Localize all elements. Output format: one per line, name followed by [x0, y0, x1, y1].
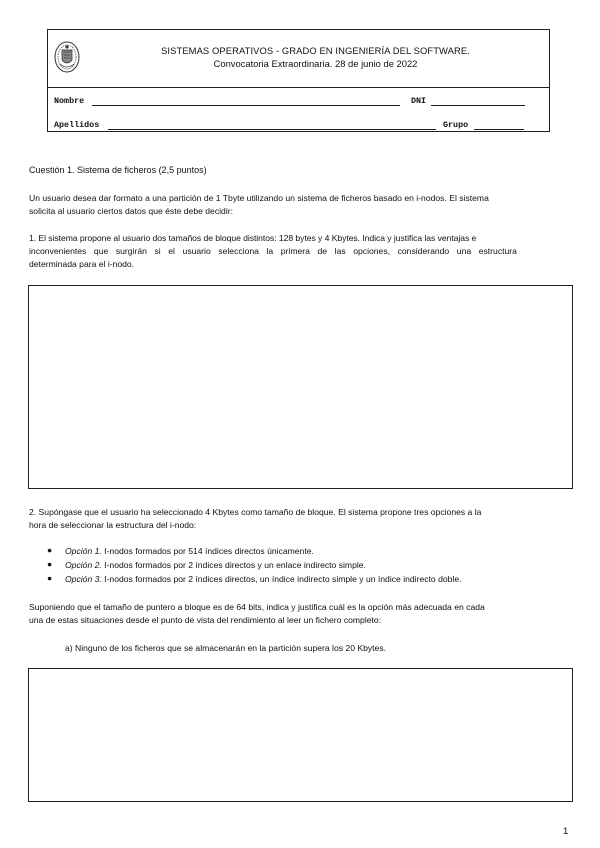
- exam-header: [47, 29, 550, 132]
- dni-label: DNI: [411, 96, 427, 106]
- grupo-field[interactable]: [474, 129, 524, 130]
- nombre-field[interactable]: [92, 105, 400, 106]
- option-3-text: I-nodos formados por 2 índices directos, un índice indirecto simple y un índice indirecto doble.: [101, 574, 462, 584]
- option-2-text: I-nodos formados por 2 índices directos y un enlace indirecto simple.: [101, 560, 366, 570]
- pointer-line-1: Suponiendo que el tamaño de puntero a bloque es de 64 bits, indica y justifica cuál es la opción más adecuada en cada: [29, 602, 485, 612]
- option-3-label: Opción 3.: [65, 574, 102, 584]
- part2-line-2: hora de seleccionar la estructura del i-nodo:: [29, 520, 197, 530]
- nombre-label: Nombre: [54, 96, 85, 106]
- part2-line-1: 2. Supóngase que el usuario ha seleccionado 4 Kbytes como tamaño de bloque. El sistema propone tres opciones a la: [29, 507, 482, 517]
- answer-box-part1[interactable]: [28, 285, 573, 489]
- part1-line-2: inconvenientes que surgirán si el usuario selecciona la primera de las opciones, considerando una estructura: [29, 246, 517, 256]
- header-title-area: [48, 30, 549, 88]
- option-1-text: I-nodos formados por 514 índices directos únicamente.: [101, 546, 314, 556]
- intro-line-2: solicita al usuario ciertos datos que éste debe decidir:: [29, 206, 233, 216]
- answer-box-case-a[interactable]: [28, 668, 573, 802]
- exam-subtitle: Convocatoria Extraordinaria. 28 de junio de 2022: [213, 58, 418, 69]
- pointer-line-2: una de estas situaciones desde el punto de vista del rendimiento al leer un fichero completo:: [29, 615, 382, 625]
- intro-line-1: Un usuario desea dar formato a una partición de 1 Tbyte utilizando un sistema de ficheros basado en i-nodos. El sistema: [29, 193, 489, 203]
- grupo-label: Grupo: [443, 120, 469, 130]
- apellidos-field[interactable]: [108, 129, 436, 130]
- option-3: [65, 573, 462, 586]
- part1-line-3: determinada para el i-nodo.: [29, 259, 135, 269]
- case-a: a) Ninguno de los ficheros que se almacenarán en la partición supera los 20 Kbytes.: [65, 643, 387, 653]
- exam-title: SISTEMAS OPERATIVOS - GRADO EN INGENIERÍA DEL SOFTWARE.: [161, 45, 470, 56]
- bullet-icon: ●: [47, 545, 53, 555]
- option-2: [65, 559, 366, 572]
- page-number: 1: [563, 826, 569, 837]
- option-1-label: Opción 1.: [65, 546, 102, 556]
- dni-field[interactable]: [431, 105, 525, 106]
- bullet-icon: ●: [47, 573, 53, 583]
- question-title: Cuestión 1. Sistema de ficheros (2,5 puntos): [29, 165, 207, 175]
- part1-line-1: 1. El sistema propone al usuario dos tamaños de bloque distintos: 128 bytes y 4 Kbytes. Indica y justifica las ventajas e: [29, 233, 477, 243]
- option-2-label: Opción 2.: [65, 560, 102, 570]
- apellidos-label: Apellidos: [54, 120, 100, 130]
- bullet-icon: ●: [47, 559, 53, 569]
- university-seal-icon: [54, 40, 80, 74]
- option-1: [65, 545, 314, 558]
